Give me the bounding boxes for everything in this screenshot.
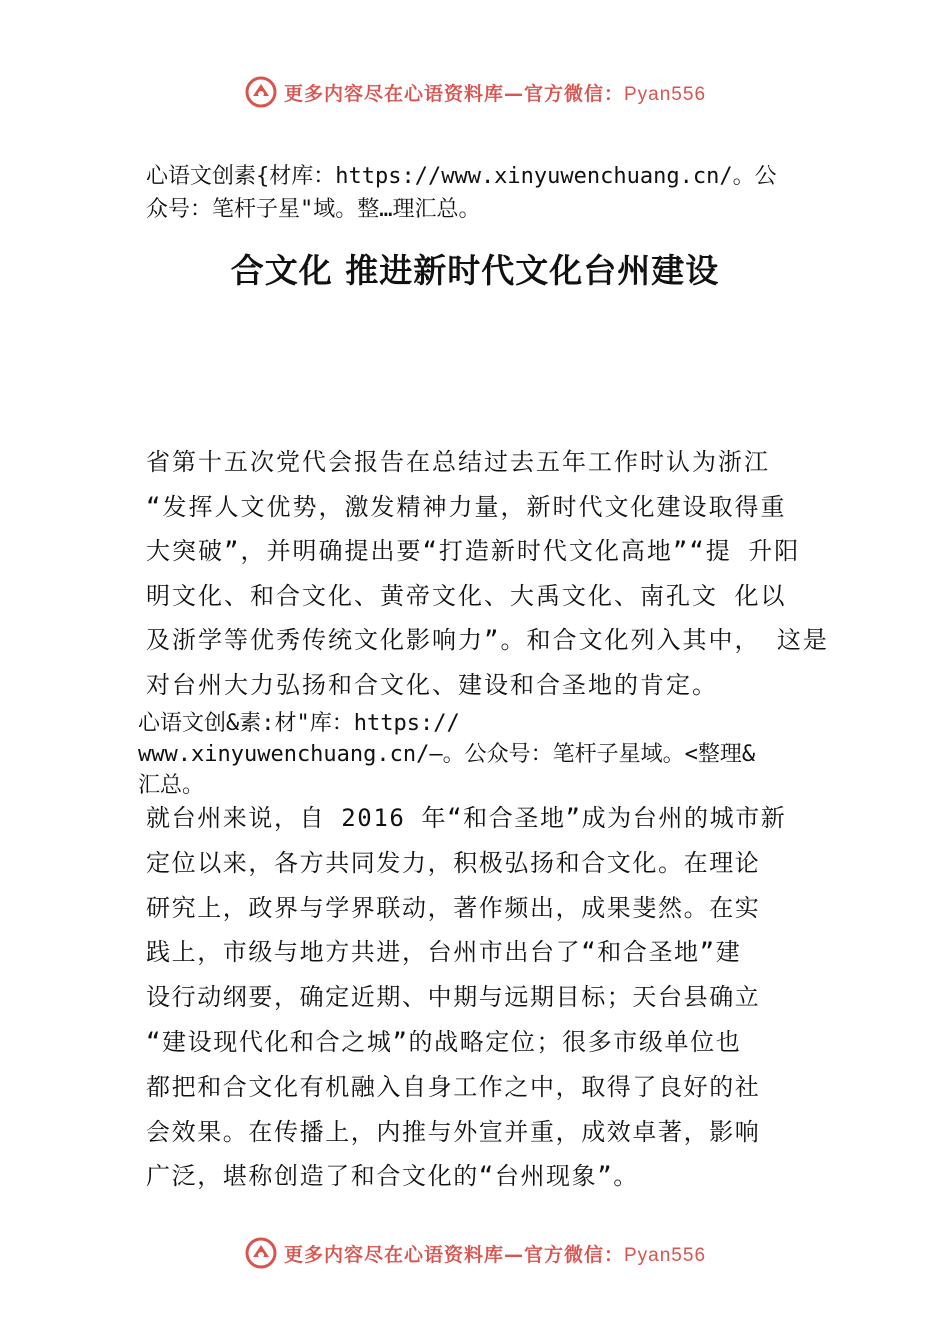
header-note-line: 众号：笔杆子星"域。整…理汇总。 bbox=[146, 197, 481, 222]
page-title: 合文化 推进新时代文化台州建设 bbox=[230, 251, 720, 290]
paragraph-line: “建设现代化和合之城”的战略定位；很多市级单位也 bbox=[146, 1027, 742, 1056]
logo-icon bbox=[244, 1236, 278, 1270]
paragraph-line: 对台州大力弘扬和合文化、建设和合圣地的肯定。 bbox=[146, 670, 718, 699]
paragraph-line: 都把和合文化有机融入自身工作之中，取得了良好的社 bbox=[146, 1072, 761, 1101]
banner-text bbox=[284, 1240, 706, 1267]
mid-note-line: 汇总。 bbox=[138, 773, 205, 798]
paragraph-line: “发挥人文优势，激发精神力量，新时代文化建设取得重 bbox=[146, 492, 787, 521]
header-note bbox=[146, 160, 846, 226]
header-note-line: 心语文创素{材库：https://www.xinyuwenchuang.cn/。公 bbox=[146, 164, 777, 189]
banner-wechat-id: Pyan556 bbox=[624, 1244, 707, 1266]
banner-wechat-id: Pyan556 bbox=[624, 83, 707, 105]
logo-icon bbox=[244, 75, 278, 109]
top-banner bbox=[0, 70, 950, 114]
banner-text bbox=[284, 79, 706, 106]
banner-label: 更多内容尽在心语资料库—官方微信： bbox=[283, 82, 624, 105]
paragraph-line: 及浙学等优秀传统文化影响力”。和合文化列入其中， 这是 bbox=[146, 626, 829, 654]
mid-note-line: 心语文创&素:材"库：https:// bbox=[138, 711, 460, 736]
paragraph-line: 设行动纲要，确定近期、中期与远期目标；天台县确立 bbox=[146, 983, 761, 1012]
mid-note bbox=[138, 708, 848, 801]
paragraph-line: 明文化、和合文化、黄帝文化、大禹文化、南孔文 化以 bbox=[146, 581, 787, 610]
paragraph-line: 大突破”，并明确提出要“打造新时代文化高地”“提 升阳 bbox=[146, 537, 801, 565]
banner-label: 更多内容尽在心语资料库—官方微信： bbox=[283, 1243, 624, 1266]
mid-note-line: www.xinyuwenchuang.cn/—。公众号：笔杆子星域。<整理& bbox=[138, 742, 756, 767]
paragraph-line: 广泛，堪称创造了和合文化的“台州现象”。 bbox=[146, 1162, 639, 1191]
paragraph-2 bbox=[146, 796, 826, 1199]
paragraph-line: 践上，市级与地方共进，台州市出台了“和合圣地”建 bbox=[146, 938, 742, 967]
paragraph-line: 省第十五次党代会报告在总结过去五年工作时认为浙江 bbox=[146, 448, 770, 476]
paragraph-line: 就台州来说，自 2016 年“和合圣地”成为台州的城市新 bbox=[146, 804, 787, 832]
paragraph-1 bbox=[146, 440, 846, 707]
paragraph-line: 研究上，政界与学界联动，著作频出，成果斐然。在实 bbox=[146, 893, 761, 922]
bottom-banner bbox=[0, 1231, 950, 1275]
paragraph-line: 定位以来，各方共同发力，积极弘扬和合文化。在理论 bbox=[146, 848, 761, 877]
paragraph-line: 会效果。在传播上，内推与外宣并重，成效卓著，影响 bbox=[146, 1117, 761, 1146]
